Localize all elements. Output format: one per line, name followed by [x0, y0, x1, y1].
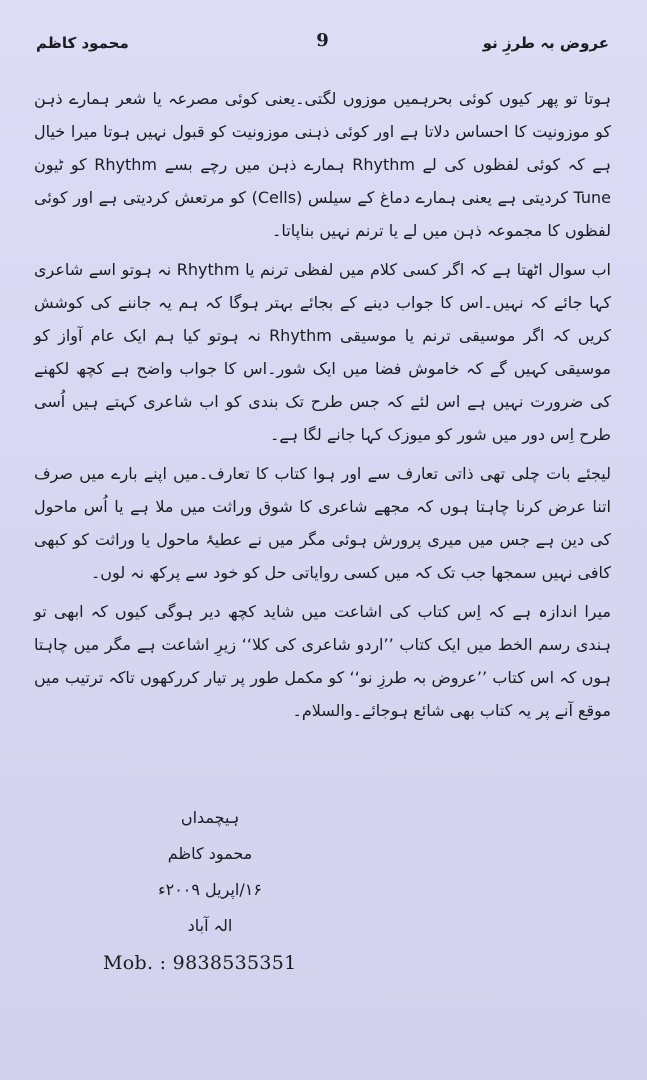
paragraph-1: ہوتا تو پھر کیوں کوئی بحرہمیں موزوں لگتی۔یعنی کوئی مصرعہ یا شعر ہمارے ذہن کو موزونیت کا احساس دلاتا ہے اور کوئی ذہنی موزونیت کو قبول نہیں ہوتا میرا خیال ہے کہ کوئی لفظوں کی لے Rhythm ہمارے ذہن میں رچے بسے Rhythm کو ٹیون Tune کردیتی ہے یعنی ہمارے دماغ کے سیلس (Cells) کو مرتعش کردیتی ہے اور کوئی لفظوں کا مجموعہ ذہن میں لے یا ترنم نہیں بناپاتا۔ — [34, 89, 611, 240]
paragraph-3: لیجئے بات چلی تھی ذاتی تعارف سے اور ہوا کتاب کا تعارف۔میں اپنے بارے میں صرف اتنا عرض کرنا چاہتا ہوں کہ مجھے شاعری کا شوق وراثت میں ملا ہے یا اُس ماحول کی دین ہے جس میں میری پرورش ہوئی مگر میں نے عطیۂ ماحول یا وراثت کو کبھی کافی نہیں سمجھا جب تک کہ میں کسی روایاتی حل کو خود سے پرکھ نہ لوں۔ — [34, 464, 611, 582]
mobile-number: Mob. : 9838535351 — [103, 952, 297, 974]
signoff-name: محمود کاظم — [167, 844, 253, 863]
main-text — [34, 82, 611, 733]
signoff-humility: ہیچمداں — [180, 808, 240, 827]
signoff-block — [120, 800, 300, 944]
book-title: عروض بہ طرزِ نو — [482, 34, 609, 52]
paragraph-4: میرا اندازہ ہے کہ اِس کتاب کی اشاعت میں شاید کچھ دیر ہوگی کیوں کہ ابھی تو ہندی رسم الخط میں ایک کتاب ’’اردو شاعری کی کلا‘‘ زیرِ اشاعت ہے مگر میں چاہتا ہوں کہ اس کتاب ’’عروض بہ طرزِ نو‘‘ کو مکمل طور پر تیار کررکھوں تاکہ ترتیب میں موقع آنے پر یہ کتاب بھی شائع ہوجائے۔والسلام۔ — [34, 602, 611, 720]
author-name-header: محمود کاظم — [36, 34, 129, 52]
paragraph-2: اب سوال اٹھتا ہے کہ اگر کسی کلام میں لفظی ترنم یا Rhythm نہ ہوتو اسے شاعری کہا جائے کہ نہیں۔اس کا جواب دینے کے بجائے بہتر ہوگا کہ ہم یہ جاننے کی کوشش کریں کہ اگر موسیقی ترنم یا موسیقی Rhythm نہ ہوتو کیا ہم ایک عام آواز کو موسیقی کہیں گے کہ خاموش فضا میں ایک شور۔اس کا جواب واضح ہے کچھ لکھنے کی ضرورت نہیں ہے اس لئے کہ جس طرح تک بندی کو اب شاعری کہتے ہیں اُسی طرح اِس دور میں شور کو میوزک کہا جانے لگا ہے۔ — [34, 260, 612, 444]
page-header — [36, 24, 609, 64]
page-number: 9 — [316, 30, 329, 51]
signoff-date: ۱۶/اپریل ۲۰۰۹ء — [158, 880, 262, 899]
signoff-place: الہ آباد — [187, 916, 233, 935]
